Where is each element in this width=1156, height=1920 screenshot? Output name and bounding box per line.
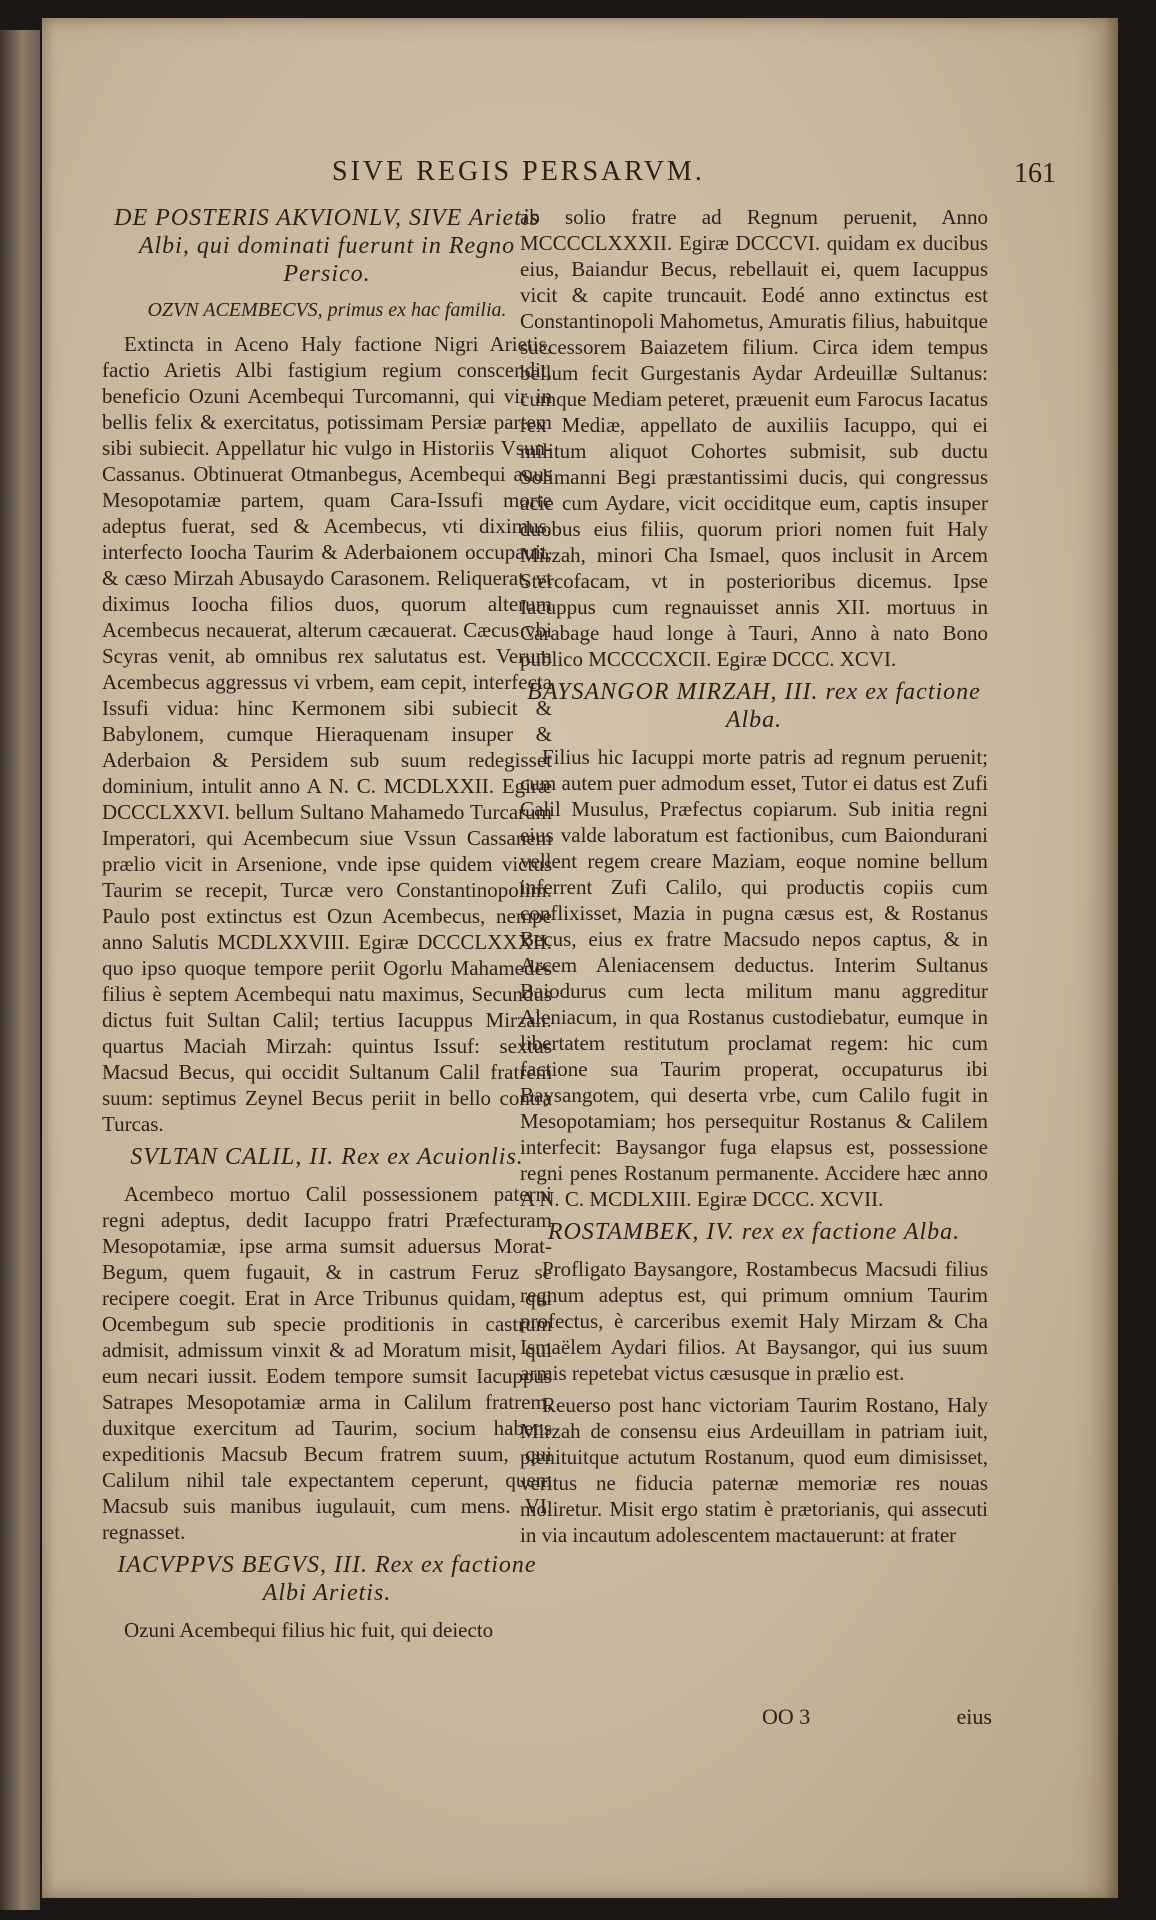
section-subhead: OZVN ACEMBECVS, primus ex hac familia. — [147, 299, 507, 321]
body-paragraph: Ozuni Acembequi filius hic fuit, qui deiecto — [124, 1618, 494, 1642]
footer-line — [762, 1704, 992, 1730]
signature-mark: OO 3 — [762, 1704, 811, 1729]
section-heading: ROSTAMBEK, IV. rex ex factione Alba. — [547, 1219, 961, 1245]
running-head: SIVE REGIS PERSARVM. — [332, 156, 705, 187]
page-number: 161 — [1014, 158, 1056, 189]
catchword: eius — [956, 1704, 992, 1729]
body-paragraph: Acembeco mortuo Calil possessionem paterni regni adeptus, dedit Iacuppo fratri Præfecturam Mesopotamiæ, ipse arma sumsit aduersus Morat-Begum, quem fugauit, & in castrum Feruz se recipere coegit. Erat in Arce Tribunus quidam, qui Ocembegum sub specie proditionis in castrum admisit, admissum vinxit & ad Moratum misit, qui eum necari iussit. Eodem tempore sumsit Iacuppus Satrapes Mesopotamiæ arma in Calilum fratrem, duxitque exercitum ad Taurim, socium habens expeditionis Macsub Becum fratrem suum, qui Calilum nihil tale expectantem ceperunt, quem Macsub suis manibus iugulauit, cum mens. VI. regnasset. — [102, 1182, 552, 1544]
right-column — [520, 204, 988, 1554]
left-column — [102, 204, 552, 1649]
page-shadow — [1104, 18, 1118, 1898]
body-paragraph: Filius hic Iacuppi morte patris ad regnum peruenit; cum autem puer admodum esset, Tutor ei datus est Zufi Calil Musulus, Præfectus copiarum. Sub initia regni eius valde laboratum est factionibus, cum Baiondurani vellent regem creare Maziam, eoque nomine bellum inferrent Zufi Calilo, qui productis copiis cum conflixisset, Mazia in pugna cæsus est, & Rostanus Becus, eius ex fratre Macsudo nepos captus, & in Arcem Aleniacensem deductus. Interim Sultanus Baiodurus cum lecta militum manu aggreditur Aleniacum, in qua Rostanus custodiebatur, eumque in libertatem restitutum proclamat regem: hic cum factione sua Taurim properat, occupaturus ibi Baysangotem, qui deserta vrbe, cum Calilo fugit in Mesopotamiam; hos persequitur Rostanus & Calilem interfecit: Baysangor fuga elapsus est, possessione regni penes Rostanum permanente. Accidere hæc anno A N. C. MCDLXIII. Egiræ DCCC. XCVII. — [520, 745, 988, 1211]
body-paragraph: ab solio fratre ad Regnum peruenit, Anno MCCCCLXXXII. Egiræ DCCCVI. quidam ex ducibus eius, Baiandur Becus, rebellauit ei, quem Iacuppus vicit & capite truncauit. Eodé anno extinctus est Constantinopoli Mahometus, Amuratis filius, habuitque successorem Baiazetem filium. Circa idem tempus bellum fecit Gurgestanis Aydar Ardeuillæ Sultanus: cumque Mediam peteret, præuenit eum Farocus Iacatus rex Mediæ, appellato de auxiliis Iacuppo, qui ei militum aliquot Cohortes submisit, sub ductu Solimanni Begi præstantissimi ducis, qui congressus acie cum Aydare, vicit occiditque eum, captis insuper duobus eius filiis, quorum priori nomen fuit Haly Mirzah, minori Cha Ismael, quos inclusit in Arcem Stercofacam, vt in posterioribus dicemus. Ipse Iacuppus cum regnauisset annis XII. mortuus in Carabage haud longe à Tauri, Anno à nato Bono publico MCCCCXCII. Egiræ DCCC. XCVI. — [520, 205, 988, 671]
body-paragraph: Profligato Baysangore, Rostambecus Macsudi filius regnum adeptus est, qui primum omnium Taurim profectus, è carceribus exemit Haly Mirzam & Cha Ismaëlem Aydari filios. At Baysangor, qui ius suum armis repetebat victus cæsusque in prælio est. — [520, 1257, 988, 1385]
body-paragraph: Extincta in Aceno Haly factione Nigri Arietis, factio Arietis Albi fastigium regium conscendit, beneficio Ozuni Acembequi Turcomanni, qui vir in bellis felix & exercitatus, potissimam Persiæ partem sibi subiecit. Appellatur hic vulgo in Historiis Vsun-Cassanus. Obtinuerat Otmanbegus, Acembequi auus Mesopotamiæ partem, quam Cara-Issufi morte adeptus fuerat, sed & Acembecus, vti diximus, interfecto Ioocha Taurim & Aderbaionem occupauit, & cæso Mirzah Abusaydo Carasonem. Reliquerat, vt diximus Ioocha filios duos, quorum alterum Acembecus necauerat, alterum cæcauerat. Cæcus vbi Scyras venit, ab omnibus rex salutatus est. Verum Acembecus aggressus vi vrbem, eam cepit, interfecta Issufi vidua: hinc Kermonem sibi subiecit & Babylonem, cumque Hieraquenam insuper & Aderbaion & Persidem sub suum redegisset dominium, intulit anno A N. C. MCDLXXII. Egiræ DCCCLXXVI. bellum Sultano Mahamedo Turcarum Imperatori, qui Acembecum siue Vssun Cassanem prælio vicit in Arsenione, vnde ipse quidem victus Taurim se recepit, Turcæ vero Constantinopolim. Paulo post extinctus est Ozun Acembecus, nempe anno Salutis MCDLXXVIII. Egiræ DCCCLXXXII. quo ipso quoque tempore periit Ogorlu Mahamedes filius è septem Acembequi natu maximus, Secundus dictus fuit Sultan Calil; tertius Iacuppus Mirzah: quartus Maciah Mirzah: quintus Issuf: sextus Macsud Becus, qui occidit Sultanum Calil fratrem suum: septimus Zeynel Becus periit in bello contra Turcas. — [102, 332, 552, 1136]
section-heading: BAYSANGOR MIRZAH, III. rex ex factione Alba. — [527, 679, 981, 733]
section-heading: DE POSTERIS AKVIONLV, SIVE Arietis Albi, qui dominati fuerunt in Regno Persico. — [114, 205, 540, 287]
body-paragraph: Reuerso post hanc victoriam Taurim Rostano, Haly Mirzah de consensu eius Ardeuillam in patriam iuit, pænituitque actutum Rostanum, quod eum dimisisset, veritus ne fiducia paternæ memoriæ res nouas moliretur. Misit ergo statim è prætorianis, qui assecuti in via incautum adolescentem mactauerunt: at frater — [520, 1393, 988, 1547]
book-page — [42, 18, 1118, 1898]
previous-page-edge — [0, 30, 40, 1910]
section-heading: SVLTAN CALIL, II. Rex ex Acuionlis. — [130, 1144, 524, 1170]
section-heading: IACVPPVS BEGVS, III. Rex ex factione Albi Arietis. — [117, 1552, 537, 1606]
